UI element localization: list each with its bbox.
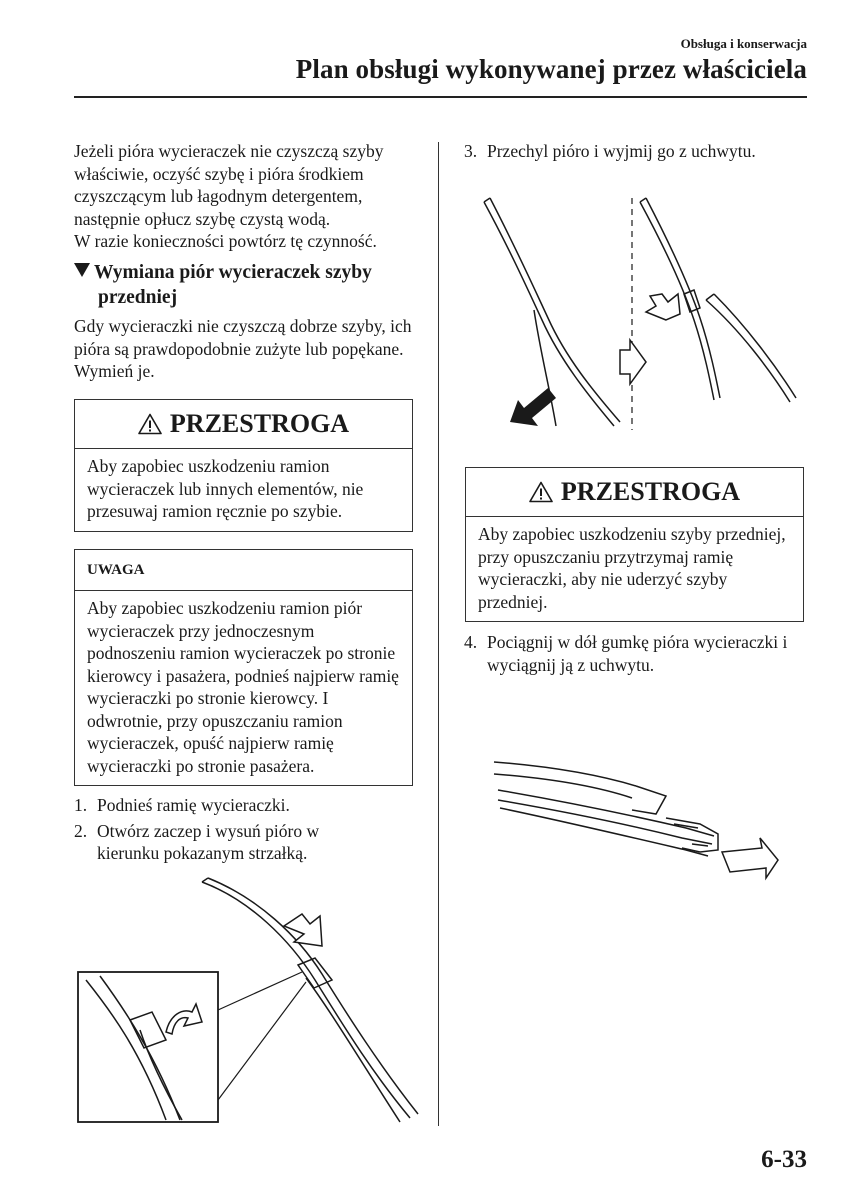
subheading-line1: Wymiana piór wycieraczek szyby xyxy=(94,262,372,283)
page-title: Plan obsługi wykonywanej przez właściciela xyxy=(295,54,807,84)
caution-box xyxy=(74,399,413,532)
figure-step-4 xyxy=(486,752,806,892)
arrow-icon xyxy=(646,294,680,320)
caution-title-text: PRZESTROGA xyxy=(169,409,350,438)
warning-triangle-icon xyxy=(138,413,162,435)
caution-title-text: PRZESTROGA xyxy=(560,477,741,506)
step-text: Podnieś ramię wycieraczki. xyxy=(97,795,290,815)
step-4 xyxy=(464,631,814,676)
figure-step-3 xyxy=(470,190,820,440)
caution-box xyxy=(465,467,804,622)
intro-paragraph: W razie konieczności powtórz tę czynność. xyxy=(74,231,377,251)
steps-list xyxy=(74,794,424,865)
caution-text: Aby zapobiec uszkodzeniu szyby przedniej, przy opuszczaniu przytrzymaj ramię wycieraczki, aby nie uderzyć szyby przedniej. xyxy=(478,524,786,612)
note-box xyxy=(74,549,413,786)
wiper-arm-illustration xyxy=(202,878,418,1122)
warning-triangle-icon xyxy=(529,481,553,503)
arrow-icon xyxy=(284,914,322,946)
subheading xyxy=(74,260,424,310)
caution-title xyxy=(75,400,412,449)
detail-inset xyxy=(78,972,306,1122)
title-rule xyxy=(74,96,807,98)
step-text: Przechyl pióro i wyjmij go z uchwytu. xyxy=(487,141,756,161)
section-triangle-icon xyxy=(74,263,90,277)
step-3 xyxy=(464,140,814,163)
intro-paragraph: Jeżeli pióra wycieraczek nie czyszczą szyby właściwie, oczyść szybę i pióra środkiem czyszczącym lub łagodnym detergentem, następnie opłucz szybę czystą wodą. xyxy=(74,141,384,229)
subheading-paragraph: Gdy wycieraczki nie czyszczą dobrze szyby, ich pióra są prawdopodobnie zużyte lub popękane. Wymień je. xyxy=(74,316,412,381)
arrow-icon xyxy=(620,340,646,384)
subheading-line2: przedniej xyxy=(98,287,178,308)
caution-text: Aby zapobiec uszkodzeniu ramion wycieraczek lub innych elementów, nie przesuwaj ramion ręcznie po szybie. xyxy=(87,456,364,521)
column-divider xyxy=(438,142,439,1126)
intro-text xyxy=(74,140,424,253)
section-label: Obsługa i konserwacja xyxy=(680,36,807,51)
step-number: 4. xyxy=(464,632,478,652)
figure-step-2 xyxy=(70,870,430,1130)
wiper-tilt-left xyxy=(484,198,620,426)
page-number: 6-33 xyxy=(761,1146,807,1173)
step-text: Pociągnij w dół gumkę pióra wycieraczki i wyciągnij ją z uchwytu. xyxy=(487,632,788,675)
step-text: Otwórz zaczep i wysuń pióro w kierunku pokazanym strzałką. xyxy=(97,820,320,863)
arrow-icon xyxy=(510,388,556,426)
step-2 xyxy=(74,820,424,865)
wiper-blade-illustration xyxy=(494,762,718,856)
step-number: 1. xyxy=(74,795,88,815)
note-title: UWAGA xyxy=(75,550,412,591)
note-text: Aby zapobiec uszkodzeniu ramion piór wycieraczek przy jednoczesnym podnoszeniu ramion wycieraczek po stronie kierowcy i pasażera, podnieś najpierw ramię wycieraczki po stronie kierowcy. I odwrotnie, przy opuszczaniu ramion wycieraczek, opuść najpierw ramię wycieraczki po stronie pasażera. xyxy=(87,598,399,776)
arrow-icon xyxy=(722,838,778,878)
caution-title xyxy=(466,468,803,517)
step-number: 3. xyxy=(464,141,478,161)
step-1 xyxy=(74,794,424,817)
step-number: 2. xyxy=(74,820,88,841)
